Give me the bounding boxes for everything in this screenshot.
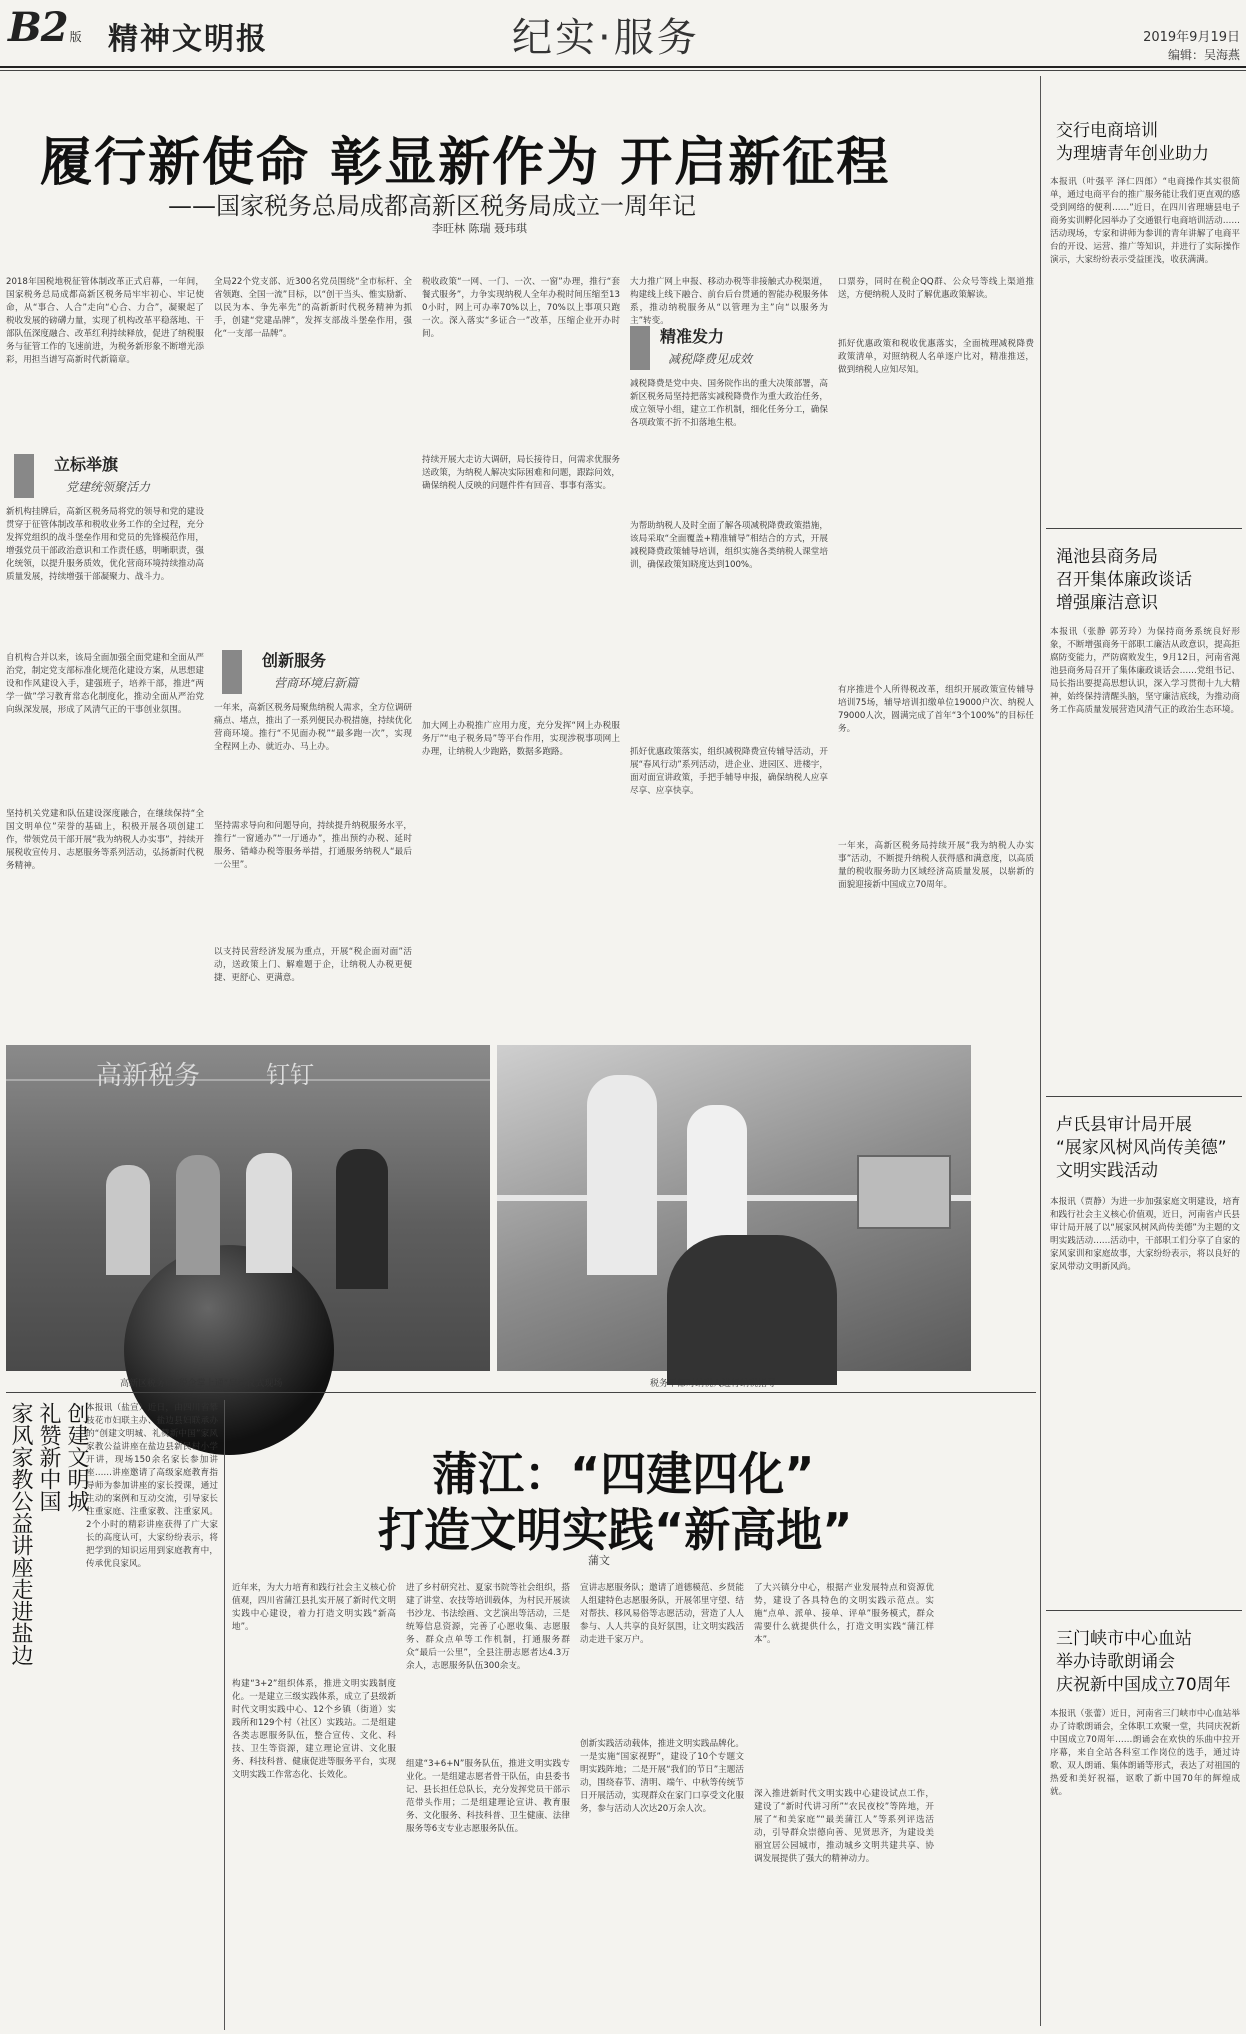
subhead-block-3 [630,322,820,372]
photo-tax-guidance [497,1045,971,1371]
photo-caption: 税务干部对纳税人进行纳税指导 [650,1379,777,1389]
monitor [857,1155,951,1229]
main-col4-para3: 为帮助纳税人及时全面了解各项减税降费政策措施，该局采取“全面覆盖+精准辅导”相结合的方式，开展减税降费政策辅导培训，组织实施各类纳税人课堂培训，确保政策知晓度达到100%。 [630,521,828,570]
sidebar-headline: 三门峡市中心血站 举办诗歌朗诵会 庆祝新中国成立70周年 [1056,1629,1231,1695]
section-title: 纪实·服务 [512,15,700,61]
main-col5-para4: 一年来，高新区税务局持续开展“我为纳税人办实事”活动，不断提升纳税人获得感和满意度，以高质量的税收服务助力区域经济高质量发展，以崭新的面貌迎接新中国成立70周年。 [838,841,1034,890]
second-col4-para1: 了大兴镇分中心，根据产业发展特点和资源优势，建设了各具特色的文明实践示范点。实施“点单、派单、接单、评单”服务模式，群众需要什么就提供什么，打造文明实践“蒲江样本”。 [754,1583,934,1645]
subhead-tag: 营商环境启新篇 [274,676,359,690]
main-col2-para2: 一年来，高新区税务局聚焦纳税人需求，全方位调研痛点、堵点，推出了一系列便民办税措施，持续优化营商环境。推行“不见面办税”“最多跑一次”，实现全程网上办、就近办、马上办。 [214,703,412,752]
editor-credit: 编辑：吴海燕 [1167,48,1240,62]
main-subheadline: ——国家税务总局成都高新区税务局成立一周年记 [168,192,696,220]
section-rule [6,1392,1036,1393]
subhead-title: 立标举旗 [54,455,119,474]
subhead-title: 创新服务 [262,651,327,670]
person-figure [336,1149,388,1289]
main-col4-para1: 大力推广网上申报、移动办税等非接触式办税渠道，构建线上线下融合、前台后台贯通的智能办税服务体系，推动纳税服务从“以管理为主”向“以服务为主”转变。 [630,277,828,326]
sidebar-body: 本报讯（贾静）为进一步加强家庭文明建设，培育和践行社会主义核心价值观，近日，河南省卢氏县审计局开展了以“展家风树风尚传美德”为主题的文明实践活动……活动中，干部职工们分享了自家的家风家训和家庭故事，大家纷纷表示，将以良好的家风带动文明新风尚。 [1050,1197,1240,1272]
person-figure [106,1165,150,1275]
sidebar-body: 本报讯（叶强平 泽仁四郎）“电商操作其实很简单，通过电商平台的推广服务能让我们更直观的感受到网络的便利……”近日，在四川省理塘县电子商务实训孵化园举办了交通银行电商培训活动……活动现场，专家和讲师为参训的青年讲解了电商平台的开设、运营、推广等知识，并进行了实际操作演示，大家纷纷表示受益匪浅，收获满满。 [1050,177,1240,265]
subhead-tag: 党建统领聚活力 [66,480,151,494]
second-col2-para1: 进了乡村研究社、夏家书院等社会组织，搭建了讲堂、农技等培训载体，为村民开展读书沙龙、书法绘画、文艺演出等活动，三是统筹信息资源，完善了心愿收集、志愿服务、群众点单等工作机制，打通服务群众“最后一公里”，全县注册志愿者达4.3万余人，志愿服务队伍300余支。 [406,1583,570,1671]
main-col1-para4: 坚持机关党建和队伍建设深度融合，在继续保持“全国文明单位”荣誉的基础上，积极开展各项创建工作，带领党员干部开展“我为纳税人办实事”，持续开展税收宣传月、志愿服务等系列活动，弘扬新时代税务精神。 [6,809,204,871]
issue-date: 2019年9月19日 [1143,30,1240,45]
second-headline-line2: 打造文明实践“新高地” [378,1503,853,1557]
subhead-block-2 [222,646,412,696]
page-number: B2 版 [8,4,81,51]
main-col4-para4: 抓好优惠政策落实，组织减税降费宣传辅导活动，开展“春风行动”系列活动，进企业、进园区、进楼宇，面对面宣讲政策，手把手辅导申报，确保纳税人应享尽享、应享快享。 [630,747,828,796]
second-col4-para2: 深入推进新时代文明实践中心建设试点工作，建设了“新时代讲习所”“农民夜校”等阵地，开展了“和美家庭”“最美蒲江人”等系列评选活动，引导群众崇德向善、见贤思齐，为建设美丽宜居公园城市，推动城乡文明共建共享、协调发展提供了强大的精神动力。 [754,1789,934,1864]
second-byline: 蒲文 [588,1554,610,1567]
subhead-block-1 [14,450,204,500]
sidebar-headline: 渑池县商务局 召开集体廉政谈话 增强廉洁意识 [1056,547,1192,613]
subhead-quote-mark [630,326,650,370]
subhead-quote-mark [222,650,242,694]
header-rule-thin [0,70,1246,71]
main-col4-para2: 减税降费是党中央、国务院作出的重大决策部署，高新区税务局坚持把落实减税降费作为重大政治任务，成立领导小组，建立工作机制，细化任务分工，确保各项政策不折不扣落地生根。 [630,379,828,428]
person-figure [246,1153,292,1273]
main-col5-para2: 抓好优惠政策和税收优惠落实，全面梳理减税降费政策清单，对照纳税人名单逐户比对，精准推送，做到纳税人应知尽知。 [838,339,1034,375]
subhead-quote-mark [14,454,34,498]
main-col5-para3: 有序推进个人所得税改革，组织开展政策宣传辅导培训75场，辅导培训扣缴单位19000户次、纳税人79000人次，圆满完成了首年“3个100%”的目标任务。 [838,685,1034,734]
vertical-article-divider [224,1400,225,2030]
sidebar-rule [1046,1096,1242,1097]
header-rule [0,66,1246,68]
second-col2-para2: 组建“3+6+N”服务队伍，推进文明实践专业化。一是组建志愿者骨干队伍，由县委书记、县长担任总队长，充分发挥党员干部示范带头作用；二是组建理论宣讲、教育服务、文化服务、科技科普、卫生健康、法律服务等6支专业志愿服务队伍。 [406,1759,570,1834]
paper-logo: 精神文明报 [108,22,268,57]
vertical-article-body: 本报讯（盐宣）近日，由四川省攀枝花市妇联主办、盐边县妇联承办的“创建文明城、礼赞新中国”家风家教公益讲座在盐边县新民村小学开讲，现场150余名家长参加讲座……讲座邀请了高级家庭教育指导师为参加讲座的家长授课，通过生动的案例和互动交流，引导家长注重家庭、注重家教、注重家风。2个小时的精彩讲座获得了广大家长的高度认可，大家纷纷表示，将把学到的知识运用到家庭教育中，传承优良家风。 [86,1403,218,1569]
photo-sign-text: 钉钉 [266,1061,314,1089]
officer-figure [587,1075,657,1275]
second-col1-para1: 近年来，为大力培育和践行社会主义核心价值观，四川省蒲江县扎实开展了新时代文明实践中心建设，着力打造文明实践“新高地”。 [232,1583,396,1632]
sidebar-divider [1040,76,1041,2026]
main-byline: 李旺林 陈瑞 聂玮琪 [432,222,527,235]
sidebar-headline: 卢氏县审计局开展 “展家风树风尚传美德” 文明实践活动 [1056,1115,1227,1181]
photo-launch-ceremony [6,1045,490,1371]
main-col1-para2: 新机构挂牌后，高新区税务局将党的领导和党的建设贯穿于征管体制改革和税收业务工作的全过程，充分发挥党组织的战斗堡垒作用和党员的先锋模范作用，增强党员干部政治意识和工作责任感，明晰职责，强化统领，以提升服务质效，优化营商环境持续推动高质量发展，持续增强干部凝聚力、战斗力。 [6,507,204,582]
sidebar-headline: 交行电商培训 为理塘青年创业助力 [1056,121,1209,164]
second-headline-line1: 蒲江：“四建四化” [432,1447,815,1501]
main-col2-para1: 全局22个党支部、近300名党员围绕“全市标杆、全省领跑、全国一流”目标，以“创干当头、惟实励新、以民为本、争先率先”的高新新时代税务精神为抓手，创建“党建品牌”，发挥支部战斗堡垒作用，强化“一支部一品牌”。 [214,277,412,339]
sidebar-body: 本报讯（张蕾）近日，河南省三门峡市中心血站举办了诗歌朗诵会，全体职工欢聚一堂，共同庆祝新中国成立70周年……朗诵会在欢快的乐曲中拉开序幕，来自全站各科室工作岗位的选手，通过诗歌、双人朗诵、集体朗诵等形式，表达了对祖国的热爱和美好祝福，讴歌了新中国70年的辉煌成就。 [1050,1709,1240,1797]
main-col3-para3: 加大网上办税推广应用力度，充分发挥“网上办税服务厅”“电子税务局”等平台作用，实现涉税事项网上办理，让纳税人少跑路，数据多跑路。 [422,721,620,757]
person-figure [176,1155,220,1275]
main-col5-para1: 口票券，同时在税企QQ群、公众号等线上渠道推送，方便纳税人及时了解优惠政策解读。 [838,277,1034,300]
second-col3-para2: 创新实践活动载体，推进文明实践品牌化。一是实施“国家视野”，建设了10个专题文明实践阵地；二是开展“我们的节日”主题活动，围绕春节、清明、端午、中秋等传统节日开展活动，实现群众在家门口享受文化服务，参与活动人次达20万余人次。 [580,1739,744,1814]
main-col2-para4: 以支持民营经济发展为重点，开展“税企面对面”活动，送政策上门、解难题于企，让纳税人办税更便捷、更舒心、更满意。 [214,947,412,983]
second-col3-para1: 宣讲志愿服务队；邀请了道德模范、乡贤能人组建特色志愿服务队，开展邻里守望、结对帮扶、移风易俗等志愿活动，营造了人人参与、人人共享的良好氛围，让文明实践活动走进千家万户。 [580,1583,744,1645]
vertical-headline: 创建文明城 礼赞新中国 家风家教公益讲座走进盐边 [8,1402,89,1666]
photo-caption: 高新区税务局“税企掌上通”启动仪式现场 [120,1379,283,1389]
taxpayer-figure [667,1235,837,1385]
sidebar-rule [1046,528,1242,529]
main-col1-para1: 2018年国税地税征管体制改革正式启幕，一年间，国家税务总局成都高新区税务局牢牢初心、牢记使命，从“事合、人合”走向“心合、力合”，凝聚起了税收发展的磅礴力量，实现了机构改革平稳落地、干部队伍深度融合、改革红利持续释放，促进了纳税服务与征管工作的飞速前进，为税务新形象不断增光添彩，用担当谱写高新时代新篇章。 [6,277,204,365]
page-header [0,0,1246,66]
main-col3-para1: 税收政策“一网、一门、一次、一窗”办理，推行“套餐式服务”，力争实现纳税人全年办税时间压缩至130小时，网上可办率70%以上，70%以上事项只跑一次。深入落实“多证合一”改革，压缩企业开办时间。 [422,277,620,339]
second-col1-para2: 构建“3+2”组织体系，推进文明实践制度化。一是建立三级实践体系，成立了县级新时代文明实践中心、12个乡镇（街道）实践所和129个村（社区）实践站。二是组建各类志愿服务队伍，整合宣传、文化、科技、卫生等资源，建立理论宣讲、文化服务、科技科普、健康促进等服务平台，实现文明实践工作常态化、长效化。 [232,1679,396,1780]
sidebar-body: 本报讯（张静 郭芳玲）为保持商务系统良好形象，不断增强商务干部职工廉洁从政意识，提高拒腐防变能力，严防腐败发生，9月12日，河南省渑池县商务局召开了集体廉政谈话会……党组书记、局长指出要提高思想认识，深入学习贯彻十九大精神，始终保持清醒头脑，坚守廉洁底线，为推动商务工作高质量发展营造风清气正的政治生态环境。 [1050,627,1240,715]
subhead-title: 精准发力 [660,327,725,346]
subhead-tag: 减税降费见成效 [668,352,753,366]
sidebar-rule [1046,1610,1242,1611]
main-headline: 履行新使命 彰显新作为 开启新征程 [40,133,891,193]
main-col1-para3: 自机构合并以来，该局全面加强全面党建和全面从严治党，制定党支部标准化规范化建设方案，从思想建设和作风建设入手，建强班子，培养干部，推进“两学一做”学习教育常态化制度化，推动全面从严治党向纵深发展，形成了风清气正的干事创业氛围。 [6,653,204,715]
main-col2-para3: 坚持需求导向和问题导向，持续提升纳税服务水平，推行“一窗通办”“一厅通办”，推出预约办税、延时服务、错峰办税等服务举措，打通服务纳税人“最后一公里”。 [214,821,412,870]
photo-sign-text: 高新税务 [96,1061,201,1091]
main-col3-para2: 持续开展大走访大调研，局长接待日，问需求优服务送政策，为纳税人解决实际困难和问题，跟踪问效，确保纳税人反映的问题件件有回音、事事有落实。 [422,455,620,491]
